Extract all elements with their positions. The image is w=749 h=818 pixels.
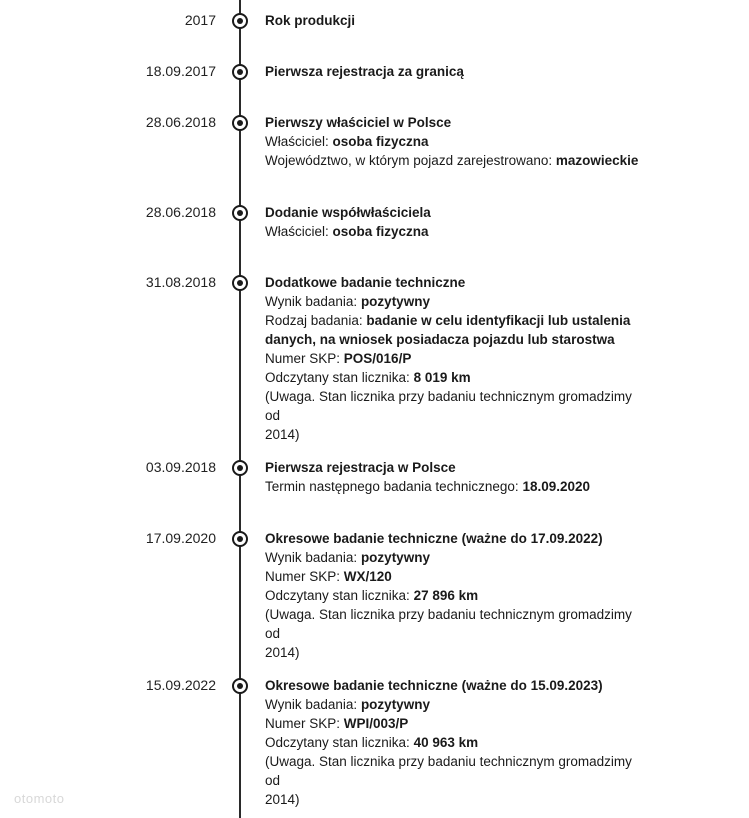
result-label: Wynik badania: [265, 697, 361, 712]
event-content [265, 113, 645, 170]
event-title: Rok produkcji [265, 13, 356, 28]
timeline-dot-icon [232, 115, 248, 131]
event-title: Pierwsza rejestracja w Polsce [265, 460, 456, 475]
timeline-dot-icon [232, 64, 248, 80]
timeline-dot-icon [232, 13, 248, 29]
mileage-line [265, 733, 645, 752]
region-label: Województwo, w którym pojazd zarejestrowano: [265, 153, 556, 168]
mileage-label: Odczytany stan licznika: [265, 370, 414, 385]
owner-label: Właściciel: [265, 224, 333, 239]
mileage-note-cont: 2014) [265, 645, 300, 660]
result-value: pozytywny [360, 550, 430, 565]
region-line [265, 151, 645, 170]
result-line [265, 292, 645, 311]
event-title: Okresowe badanie techniczne (ważne do 17.09.2022) [265, 531, 603, 546]
event-date: 28.06.2018 [145, 114, 216, 130]
timeline-dot-icon [232, 460, 248, 476]
skp-line [265, 349, 645, 368]
event-title: Dodanie współwłaściciela [265, 205, 431, 220]
result-label: Wynik badania: [265, 294, 361, 309]
event-date: 17.09.2020 [145, 530, 216, 546]
skp-label: Numer SKP: [265, 569, 344, 584]
mileage-value: 27 896 km [413, 588, 479, 603]
next-inspection-line [265, 477, 645, 496]
mileage-label: Odczytany stan licznika: [265, 735, 414, 750]
mileage-line [265, 586, 645, 605]
event-content [265, 203, 645, 241]
result-line [265, 695, 645, 714]
event-date: 2017 [184, 12, 216, 28]
event-date: 18.09.2017 [145, 63, 216, 79]
event-content [265, 62, 645, 81]
event-title: Dodatkowe badanie techniczne [265, 275, 466, 290]
skp-line [265, 714, 645, 733]
mileage-note: (Uwaga. Stan licznika przy badaniu technicznym gromadzimy od [265, 607, 632, 641]
inspection-type-value-cont: danych, na wniosek posiadacza pojazdu lub starostwa [265, 332, 615, 347]
mileage-value: 8 019 km [413, 370, 471, 385]
event-content [265, 676, 645, 809]
event-title: Okresowe badanie techniczne (ważne do 15.09.2023) [265, 678, 603, 693]
skp-label: Numer SKP: [265, 716, 344, 731]
mileage-note: (Uwaga. Stan licznika przy badaniu technicznym gromadzimy od [265, 389, 632, 423]
event-content [265, 458, 645, 496]
skp-line [265, 567, 645, 586]
mileage-line [265, 368, 645, 387]
timeline-dot-icon [232, 205, 248, 221]
result-label: Wynik badania: [265, 550, 361, 565]
inspection-type-line [265, 311, 645, 330]
inspection-type-label: Rodzaj badania: [265, 313, 367, 328]
timeline-dot-icon [232, 678, 248, 694]
owner-label: Właściciel: [265, 134, 333, 149]
event-date: 03.09.2018 [145, 459, 216, 475]
next-inspection-label: Termin następnego badania technicznego: [265, 479, 523, 494]
region-value: mazowieckie [555, 153, 639, 168]
skp-value: WPI/003/P [343, 716, 409, 731]
result-value: pozytywny [360, 697, 430, 712]
event-date: 28.06.2018 [145, 204, 216, 220]
event-date: 31.08.2018 [145, 274, 216, 290]
mileage-note: (Uwaga. Stan licznika przy badaniu technicznym gromadzimy od [265, 754, 632, 788]
event-date: 15.09.2022 [145, 677, 216, 693]
event-content [265, 273, 645, 444]
skp-label: Numer SKP: [265, 351, 344, 366]
owner-value: osoba fizyczna [332, 224, 429, 239]
event-content [265, 529, 645, 662]
mileage-note-cont: 2014) [265, 792, 300, 807]
event-content [265, 11, 645, 30]
skp-value: POS/016/P [343, 351, 412, 366]
event-title: Pierwszy właściciel w Polsce [265, 115, 452, 130]
event-title: Pierwsza rejestracja za granicą [265, 64, 464, 79]
owner-line [265, 132, 645, 151]
owner-line [265, 222, 645, 241]
inspection-type-value: badanie w celu identyfikacji lub ustalenia [366, 313, 631, 328]
watermark-logo: otomoto [14, 791, 65, 806]
result-value: pozytywny [360, 294, 430, 309]
mileage-note-cont: 2014) [265, 427, 300, 442]
mileage-label: Odczytany stan licznika: [265, 588, 414, 603]
result-line [265, 548, 645, 567]
next-inspection-value: 18.09.2020 [522, 479, 591, 494]
timeline-dot-icon [232, 275, 248, 291]
skp-value: WX/120 [343, 569, 392, 584]
owner-value: osoba fizyczna [332, 134, 429, 149]
mileage-value: 40 963 km [413, 735, 479, 750]
timeline-dot-icon [232, 531, 248, 547]
